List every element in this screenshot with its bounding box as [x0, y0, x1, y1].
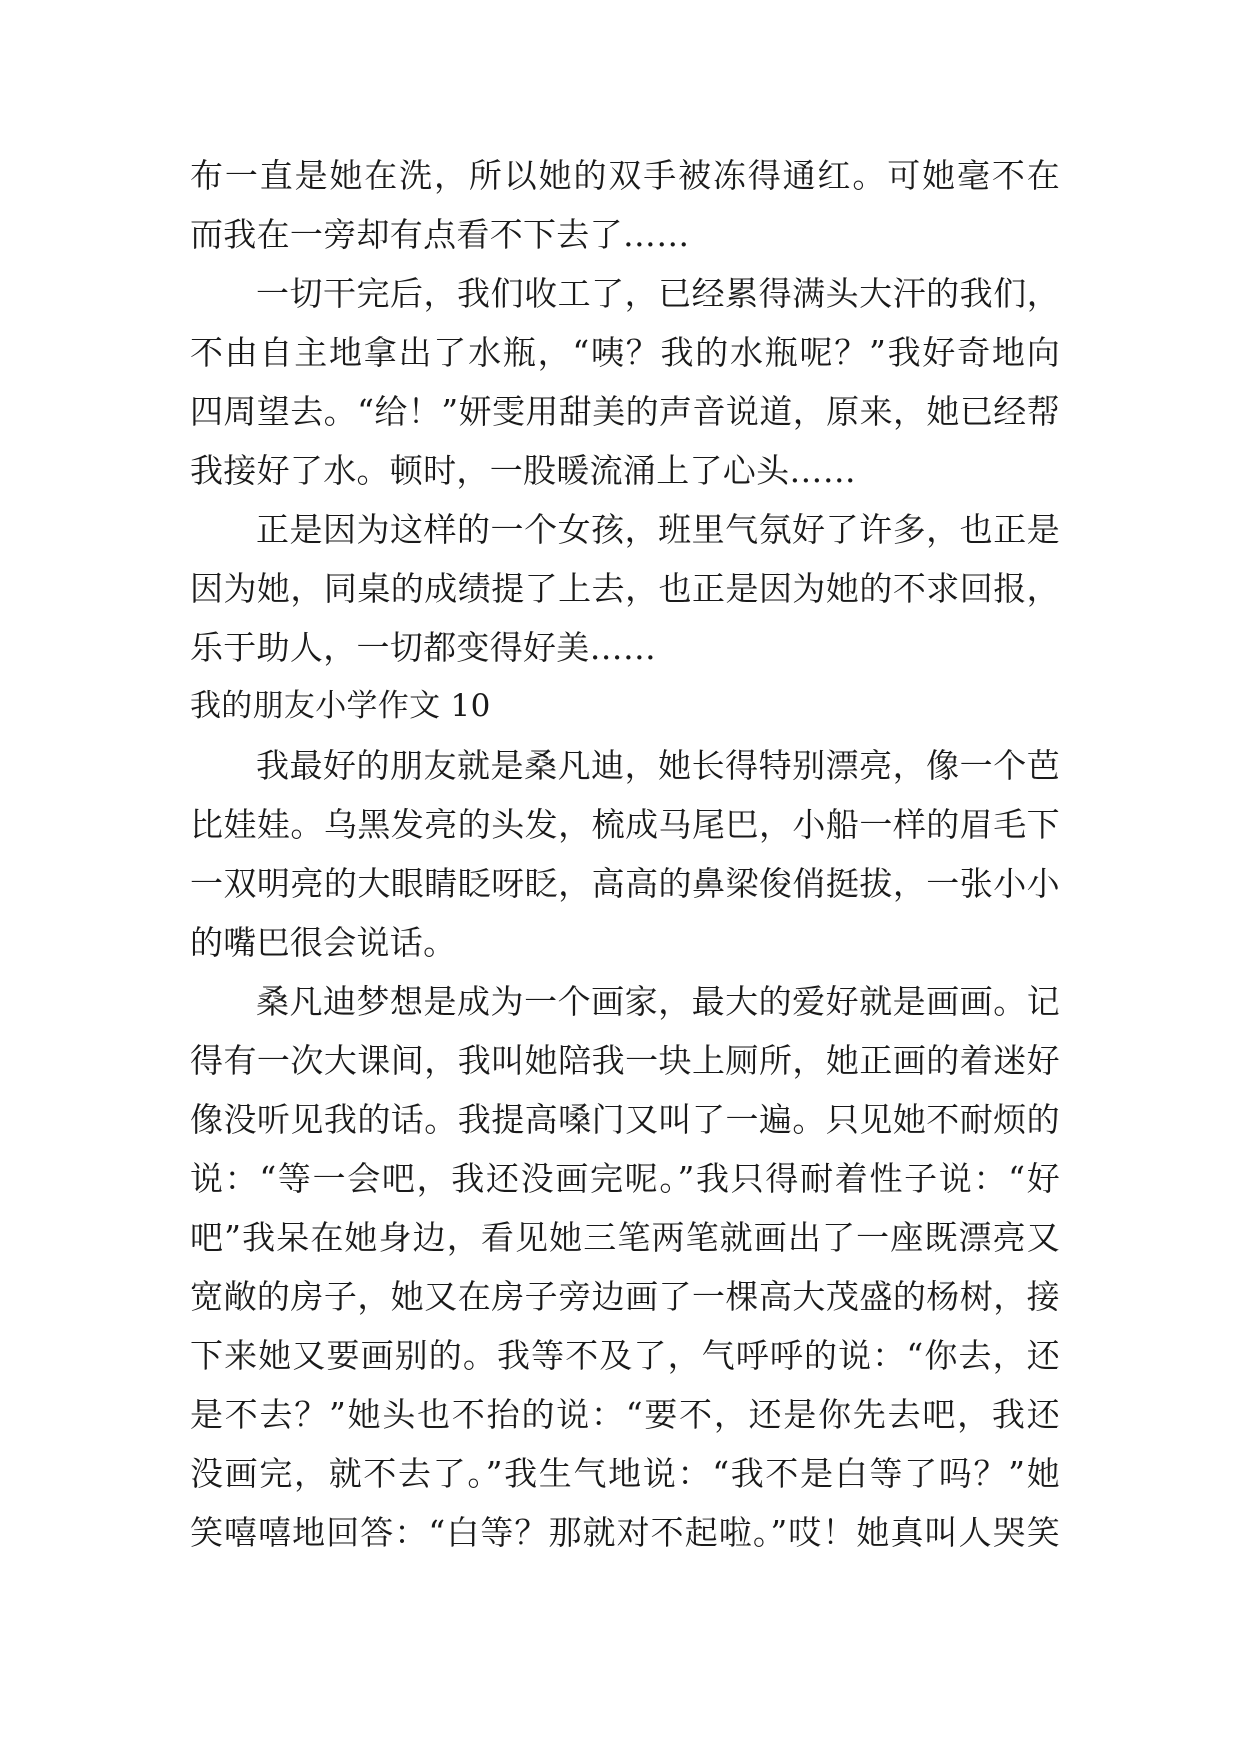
text-line: 四周望去。“给！”妍雯用甜美的声音说道，原来，她已经帮 — [190, 392, 1060, 431]
section-heading: 我的朋友小学作文 10 — [190, 688, 491, 724]
text-line: 没画完，就不去了。”我生气地说：“我不是白等了吗？”她 — [190, 1454, 1060, 1493]
paragraph-start-line: 正是因为这样的一个女孩，班里气氛好了许多，也正是 — [256, 510, 1060, 549]
text-line: 乐于助人，一切都变得好美…… — [190, 628, 657, 667]
text-line: 下来她又要画别的。我等不及了，气呼呼的说：“你去，还 — [190, 1336, 1060, 1375]
text-line: 不由自主地拿出了水瓶，“咦？我的水瓶呢？”我好奇地向 — [190, 333, 1060, 372]
article-body — [190, 146, 1060, 1562]
text-line: 吧”我呆在她身边，看见她三笔两笔就画出了一座既漂亮又 — [190, 1218, 1060, 1257]
text-line: 我接好了水。顿时，一股暖流涌上了心头…… — [190, 451, 856, 490]
paragraph-start-line: 一切干完后，我们收工了，已经累得满头大汗的我们， — [256, 274, 1060, 313]
paragraph-start-line: 桑凡迪梦想是成为一个画家，最大的爱好就是画画。记 — [256, 982, 1060, 1021]
text-line: 因为她，同桌的成绩提了上去，也正是因为她的不求回报， — [190, 569, 1060, 608]
text-line: 一双明亮的大眼睛眨呀眨，高高的鼻梁俊俏挺拔，一张小小 — [190, 864, 1060, 903]
text-line: 布一直是她在洗，所以她的双手被冻得通红。可她毫不在 — [190, 156, 1060, 195]
text-line: 像没听见我的话。我提高嗓门又叫了一遍。只见她不耐烦的 — [190, 1100, 1060, 1139]
text-line: 是不去？”她头也不抬的说：“要不，还是你先去吧，我还 — [190, 1395, 1060, 1434]
text-line: 宽敞的房子，她又在房子旁边画了一棵高大茂盛的杨树，接 — [190, 1277, 1060, 1316]
text-line: 得有一次大课间，我叫她陪我一块上厕所，她正画的着迷好 — [190, 1041, 1060, 1080]
text-line: 笑嘻嘻地回答：“白等？那就对不起啦。”哎！她真叫人哭笑 — [190, 1513, 1060, 1552]
text-line: 的嘴巴很会说话。 — [190, 923, 457, 962]
paragraph-start-line: 我最好的朋友就是桑凡迪，她长得特别漂亮，像一个芭 — [256, 746, 1060, 785]
text-line: 而我在一旁却有点看不下去了…… — [190, 215, 690, 254]
text-line: 比娃娃。乌黑发亮的头发，梳成马尾巴，小船一样的眉毛下 — [190, 805, 1060, 844]
text-line: 说：“等一会吧，我还没画完呢。”我只得耐着性子说：“好 — [190, 1159, 1060, 1198]
